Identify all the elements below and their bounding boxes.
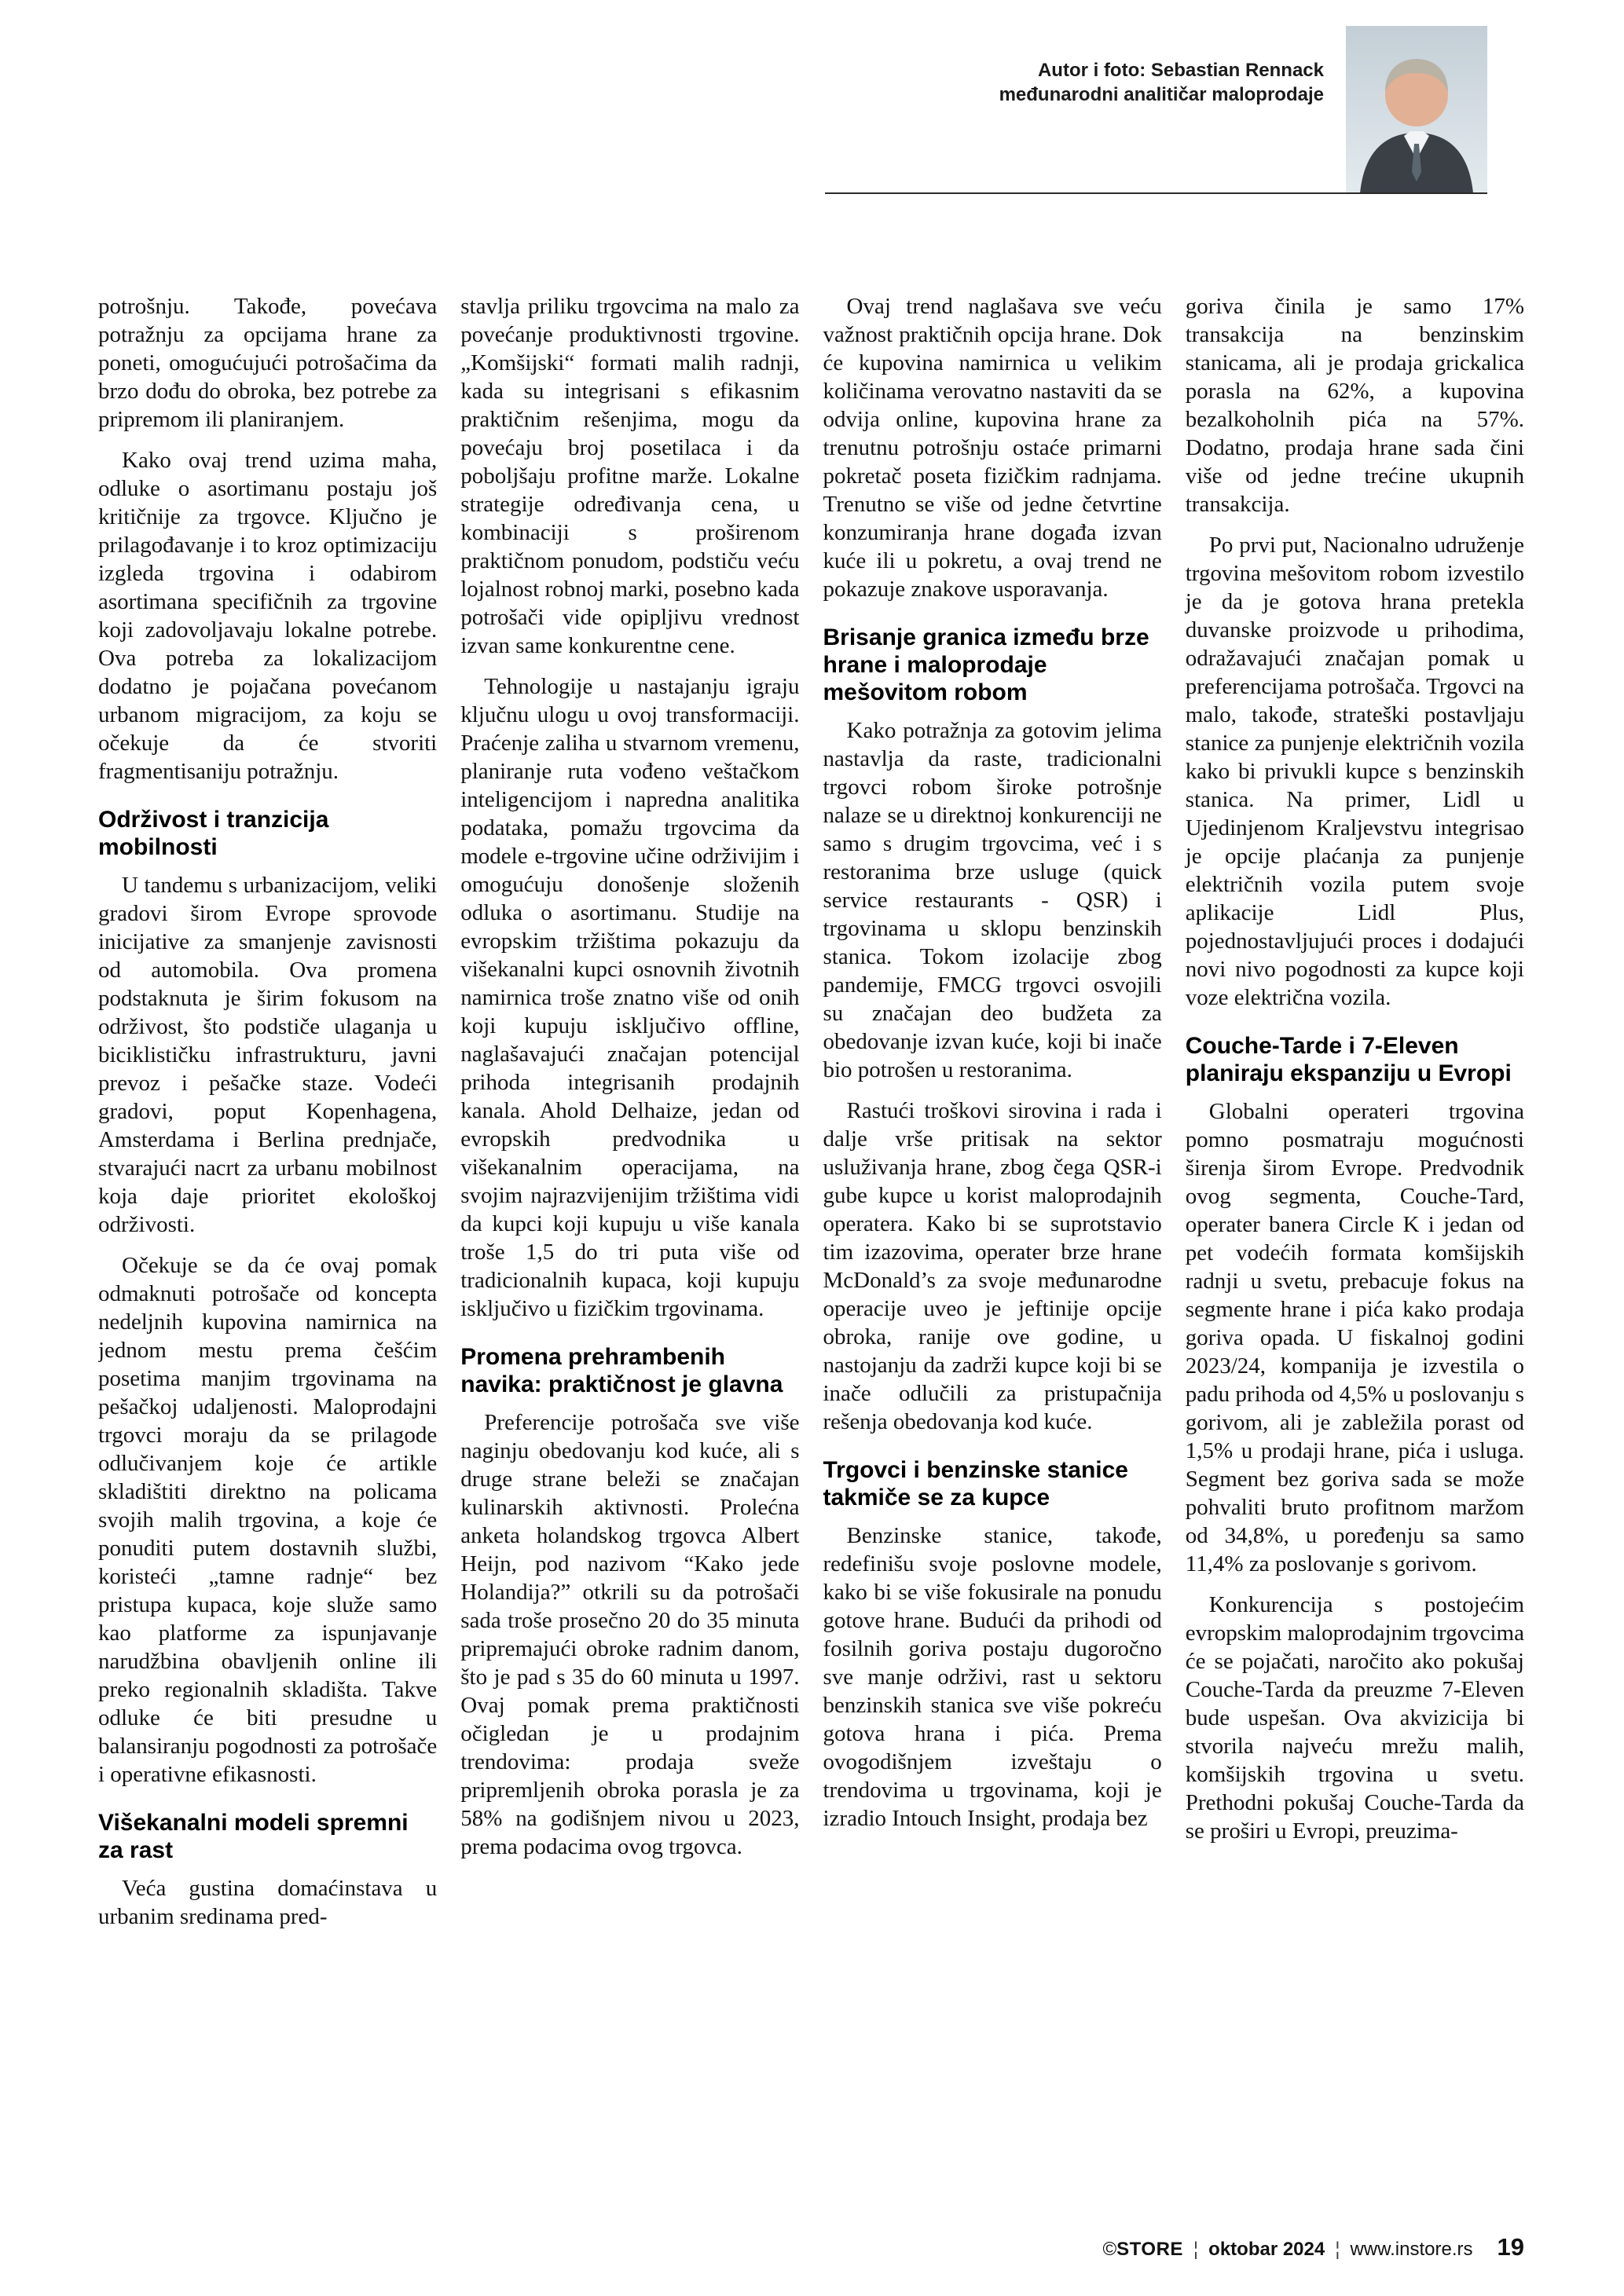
footer-separator-icon: ¦ <box>1335 2239 1340 2260</box>
body-paragraph: Kako potražnja za gotovim jelima nastavlja da raste, tradicionalni trgovci robom široke potrošnje nalaze se u direktnoj konkurenciji ne samo s drugim trgovcima, već i s restoranima brze usluge (quick service restaurants - QSR) i trgovinama u sklopu benzinskih stanica. Tokom izolacije zbog pandemije, FMCG trgovci osvojili su značajan deo budžeta za obedovanje izvan kuće, koji bi inače bio potrošen u restoranima. <box>823 718 1162 1082</box>
body-paragraph: Rastući troškovi sirovina i rada i dalje vrše pritisak na sektor usluživanja hrane, zbog čega QSR-i gube kupce u korist maloprodajnih operatera. Kako bi se suprotstavio tim izazovima, operater brze hrane McDonald’s za svoje međunarodne operacije uveo je jeftinije opcije obroka, ranije ove godine, u nastojanju da zadrži kupce koji bi se inače odlučili za pristupačnija rešenja obedovanja kod kuće. <box>823 1098 1162 1434</box>
body-paragraph: Tehnologije u nastajanju igraju ključnu ulogu u ovoj transformaciji. Praćenje zaliha u stvarnom vremenu, planiranje ruta vođeno veštačkom inteligencijom i napredna analitika podataka, pomažu trgovcima da modele e-trgovine učine održivijim i omogućuju donošenje složenih odluka o asortimanu. Studije na evropskim tržištima pokazuju da višekanalni kupci osnovnih životnih namirnica troše znatno više od onih koji kupuju isključivo offline, naglašavajući značajan potencijal prihoda integrisanih prodajnih kanala. Ahold Delhaize, jedan od evropskih predvodnika u višekanalnim operacijama, na svojim najrazvijenijim tržištima vidi da kupci koji kupuju u više kanala troše 1,5 do tri puta više od tradicionalnih kupaca, koji kupuju isključivo u fizičkim trgovinama. <box>460 674 800 1321</box>
section-heading: Promena prehrambenih navika: praktičnost je glavna <box>460 1344 783 1397</box>
text-column-2 <box>460 292 799 2217</box>
copyright-icon: © <box>1102 2239 1117 2260</box>
body-paragraph: Očekuje se da će ovaj pomak odmaknuti potrošače od koncepta nedeljnih kupovina namirnica na jednom mestu prema češćim posetima manjim trgovinama na pešačkoj udaljenosti. Maloprodajni trgovci moraju da se prilagode odlučivanjem koje će artikle skladištiti direktno na policama svojih malih trgovina, a koje će ponuditi putem dostavnih službi, koristeći „tamne radnje“ bez pristupa kupaca, koje služe samo kao platforme za ispunjavanje narudžbina obavljenih online ili preko regionalnih skladišta. Takve odluke će biti presudne u balansiranju pogodnosti za potrošače i operativne efikasnosti. <box>98 1253 438 1787</box>
body-paragraph: stavlja priliku trgovcima na malo za povećanje produktivnosti trgovine. „Komšijski“ formati malih radnji, kada su integrisani s efikasnim praktičnim rešenjima, mogu da povećaju broj posetilaca i da poboljšaju profitne marže. Lokalne strategije određivanja cena, u kombinaciji s proširenom praktičnom ponudom, podstiču veću lojalnost robnoj marki, posebno kada potrošači vide opipljivu vrednost izvan same konkurentne cene. <box>460 294 800 658</box>
page-number: 19 <box>1497 2233 1524 2261</box>
author-credit <box>999 58 1324 107</box>
body-paragraph: Kako ovaj trend uzima maha, odluke o asortimanu postaju još kritičnije za trgovce. Ključno je prilagođavanje i to kroz optimizaciju izgleda trgovina i odabirom asortimana specifičnih za trgovine koji zadovoljavaju lokalne potrebe. Ova potreba za lokalizacijom dodatno je pojačana povećanom urbanom migracijom, za koju se očekuje da će stvoriti fragmentisaniju potražnju. <box>98 448 438 784</box>
footer-brand <box>1102 2239 1182 2261</box>
body-paragraph: goriva činila je samo 17% transakcija na benzinskim stanicama, ali je prodaja grickalica porasla na 62%, a kupovina bezalkoholnih pića na 57%. Dodatno, prodaja hrane sada čini više od jedne trećine ukupnih transakcija. <box>1185 294 1524 517</box>
footer-brand-name: STORE <box>1116 2239 1183 2260</box>
page-footer <box>1102 2233 1524 2261</box>
body-paragraph: Preferencije potrošača sve više naginju obedovanju kod kuće, ali s druge strane beleži se značajan kulinarskih aktivnosti. Prolećna anketa holandskog trgovca Albert Heijn, pod nazivom “Kako jede Holandija?” otkrili su da potrošači sada troše prosečno 20 do 35 minuta pripremajući obroke radnim danom, što je pad s 35 do 60 minuta u 1997. Ovaj pomak prema praktičnosti očigledan je u prodajnim trendovima: prodaja sveže pripremljenih obroka porasla je za 58% na godišnjem nivou u 2023, prema podacima ovog trgovca. <box>460 1410 800 1859</box>
body-paragraph: Konkurencija s postojećim evropskim maloprodajnim trgovcima će se pojačati, naročito ako pokušaj Couche-Tarda da preuzme 7-Eleven bude uspešan. Ova akvizicija bi stvorila najveću mrežu malih, komšijskih trgovina u svetu. Prethodni pokušaj Couche-Tarda da se proširi u Evropi, preuzima- <box>1185 1592 1524 1844</box>
body-paragraph: Po prvi put, Nacionalno udruženje trgovina mešovitom robom izvestilo je da je gotova hrana pretekla duvanske proizvode u prihodima, odražavajući značajan pomak u preferencijama potrošača. Trgovci na malo, takođe, strateški postavljaju stanice za punjenje električnih vozila kako bi privukli kupce s benzinskih stanica. Na primer, Lidl u Ujedinjenom Kraljevstvu integrisao je opcije plaćanja za punjenje električnih vozila putem svoje aplikacije Lidl Plus, pojednostavljujući proces i dodajući novi nivo pogodnosti za kupce koji voze električna vozila. <box>1185 533 1524 1010</box>
section-heading: Couche-Tarde i 7-Eleven planiraju ekspanziju u Evropi <box>1185 1033 1512 1086</box>
header-divider-rule <box>825 192 1487 194</box>
body-paragraph: potrošnju. Takođe, povećava potražnju za opcijama hrane za poneti, omogućujući potrošačima da brzo dođu do obroka, bez potrebe za pripremom ili planiranjem. <box>98 294 438 432</box>
author-portrait-icon <box>1346 26 1487 193</box>
section-heading: Trgovci i benzinske stanice takmiče se za kupce <box>823 1457 1128 1511</box>
body-paragraph: U tandemu s urbanizacijom, veliki gradovi širom Evrope sprovode inicijative za smanjenje zavisnosti od automobila. Ova promena podstaknuta je širim fokusom na održivost, što podstiče ulaganja u biciklističku infrastrukturu, javni prevoz i pešačke staze. Vodeći gradovi, poput Kopenhagena, Amsterdama i Berlina prednjače, stvarajući nacrt za urbanu mobilnost koja daje prioritet ekološkoj održivosti. <box>98 873 438 1237</box>
footer-separator-icon: ¦ <box>1193 2239 1199 2260</box>
section-heading: Višekanalni modeli spremni za rast <box>98 1810 409 1863</box>
section-heading: Održivost i tranzicija mobilnosti <box>98 807 329 860</box>
section-heading: Brisanje granica između brze hrane i maloprodaje mešovitom robom <box>823 624 1149 705</box>
author-credit-line2: međunarodni analitičar maloprodaje <box>999 84 1324 105</box>
author-credit-line1: Autor i foto: Sebastian Rennack <box>1037 60 1324 81</box>
text-column-4 <box>1186 292 1524 2217</box>
footer-issue-date: oktobar 2024 <box>1208 2239 1325 2260</box>
text-column-3 <box>823 292 1162 2217</box>
body-paragraph: Globalni operateri trgovina pomno posmatraju mogućnosti širenja širom Evrope. Predvodnik ovog segmenta, Couche-Tard, operater banera Circle K i jedan od pet vodećih formata komšijskih radnji u svetu, prebacuje fokus na segmente hrane i pića kako prodaja goriva opada. U fiskalnoj godini 2023/24, kompanija je izvestila o padu prihoda od 4,5% u poslovanju s gorivom, ali je zabležila porast od 1,5% u prodaji hrane, pića i usluga. Segment bez goriva sada se može pohvaliti bruto profitnom maržom od 34,8%, u poređenju sa samo 11,4% za poslovanje s gorivom. <box>1185 1099 1524 1576</box>
body-paragraph: Veća gustina domaćinstava u urbanim sredinama pred- <box>98 1876 438 1929</box>
body-paragraph: Benzinske stanice, takođe, redefinišu svoje poslovne modele, kako bi se više fokusirale na ponudu gotove hrane. Budući da prihodi od fosilnih goriva postaju dugoročno sve manje održivi, rast u sektoru benzinskih stanica sve više pokreću gotova hrana i pića. Prema ovogodišnjem izveštaju o trendovima u trgovinama, koji je izradio Intouch Insight, prodaja bez <box>823 1523 1162 1831</box>
author-photo <box>1346 26 1487 193</box>
text-column-1 <box>98 292 437 2217</box>
footer-website-url: www.instore.rs <box>1350 2239 1473 2260</box>
article-columns <box>98 292 1524 2217</box>
body-paragraph: Ovaj trend naglašava sve veću važnost praktičnih opcija hrane. Dok će kupovina namirnica u velikim količinama verovatno nastaviti da se odvija online, kupovina hrane za trenutnu potrošnju ostaće primarni pokretač poseta fizičkim radnjama. Trenutno se više od jedne četvrtine konzumiranja hrane događa izvan kuće ili u pokretu, a ovaj trend ne pokazuje znakove usporavanja. <box>823 294 1162 602</box>
